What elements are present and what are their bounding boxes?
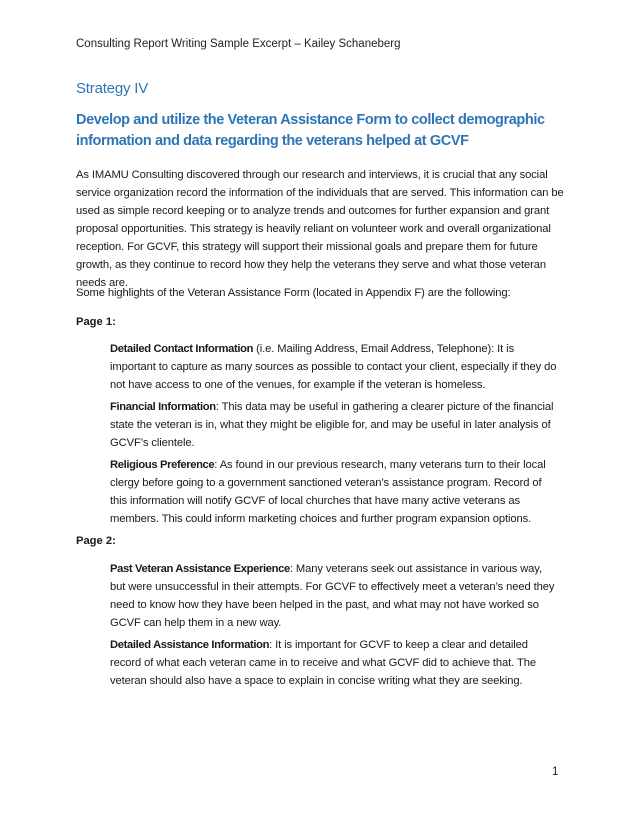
- section-subheading: Develop and utilize the Veteran Assistance Form to collect demographic information and data regarding the veterans helped at GCVF: [76, 112, 545, 149]
- highlight-title: Detailed Assistance Information: [110, 639, 270, 651]
- highlight-item: [110, 340, 560, 394]
- page2-label: Page 2:: [76, 535, 116, 547]
- highlight-title: Detailed Contact Information: [110, 343, 254, 355]
- highlight-title: Financial Information: [110, 401, 216, 413]
- highlight-text: : It is important for GCVF to keep a clear and detailed record of what each veteran came in to receive and what GCVF did to achieve that. The veteran should also have a space to explain in concise writing what they are seeking.: [110, 639, 536, 687]
- highlight-text: (i.e. Mailing Address, Email Address, Telephone): It is important to capture as many sources as possible to contact your client, especially if they do not have access to one of the venues, for example if the veteran is homeless.: [110, 343, 557, 391]
- section-heading: Strategy IV: [76, 80, 149, 97]
- highlight-title: Past Veteran Assistance Experience: [110, 563, 290, 575]
- highlight-item: [110, 456, 560, 528]
- highlight-text: : This data may be useful in gathering a clearer picture of the financial state the veteran is in, what they might be eligible for, and may be useful in later analysis of GCVF’s clientele.: [110, 401, 554, 449]
- highlight-item: [110, 560, 560, 632]
- highlight-text: : As found in our previous research, many veterans turn to their local clergy before going to a government sanctioned veteran’s assistance program. Record of this information will notify GCVF of local churches that have many active veterans as members. This could inform marketing choices and further program expansion options.: [110, 459, 546, 525]
- highlight-item: [110, 636, 560, 690]
- page-header: Consulting Report Writing Sample Excerpt – Kailey Schaneberg: [76, 38, 401, 50]
- highlight-text: : Many veterans seek out assistance in various way, but were unsuccessful in their attempts. For GCVF to effectively meet a veteran’s need they need to know how they have been helped in the past, and what may not have worked so GCVF can help them in a new way.: [110, 563, 555, 629]
- intro-paragraph: As IMAMU Consulting discovered through our research and interviews, it is crucial that any social service organization record the information of the individuals that are served. This information can be used as simple record keeping or to analyze trends and outcomes for further expansion and grant proposal opportunities. This strategy is heavily reliant on volunteer work and overall organizational reception. For GCVF, this strategy will support their missional goals and prepare them for future growth, as they continue to record how they help the veterans they serve and what those veteran needs are.: [76, 169, 564, 289]
- highlights-intro: Some highlights of the Veteran Assistance Form (located in Appendix F) are the following:: [76, 287, 511, 299]
- highlight-item: [110, 398, 560, 452]
- page-number: 1: [552, 766, 559, 778]
- page1-label: Page 1:: [76, 316, 116, 328]
- highlight-title: Religious Preference: [110, 459, 215, 471]
